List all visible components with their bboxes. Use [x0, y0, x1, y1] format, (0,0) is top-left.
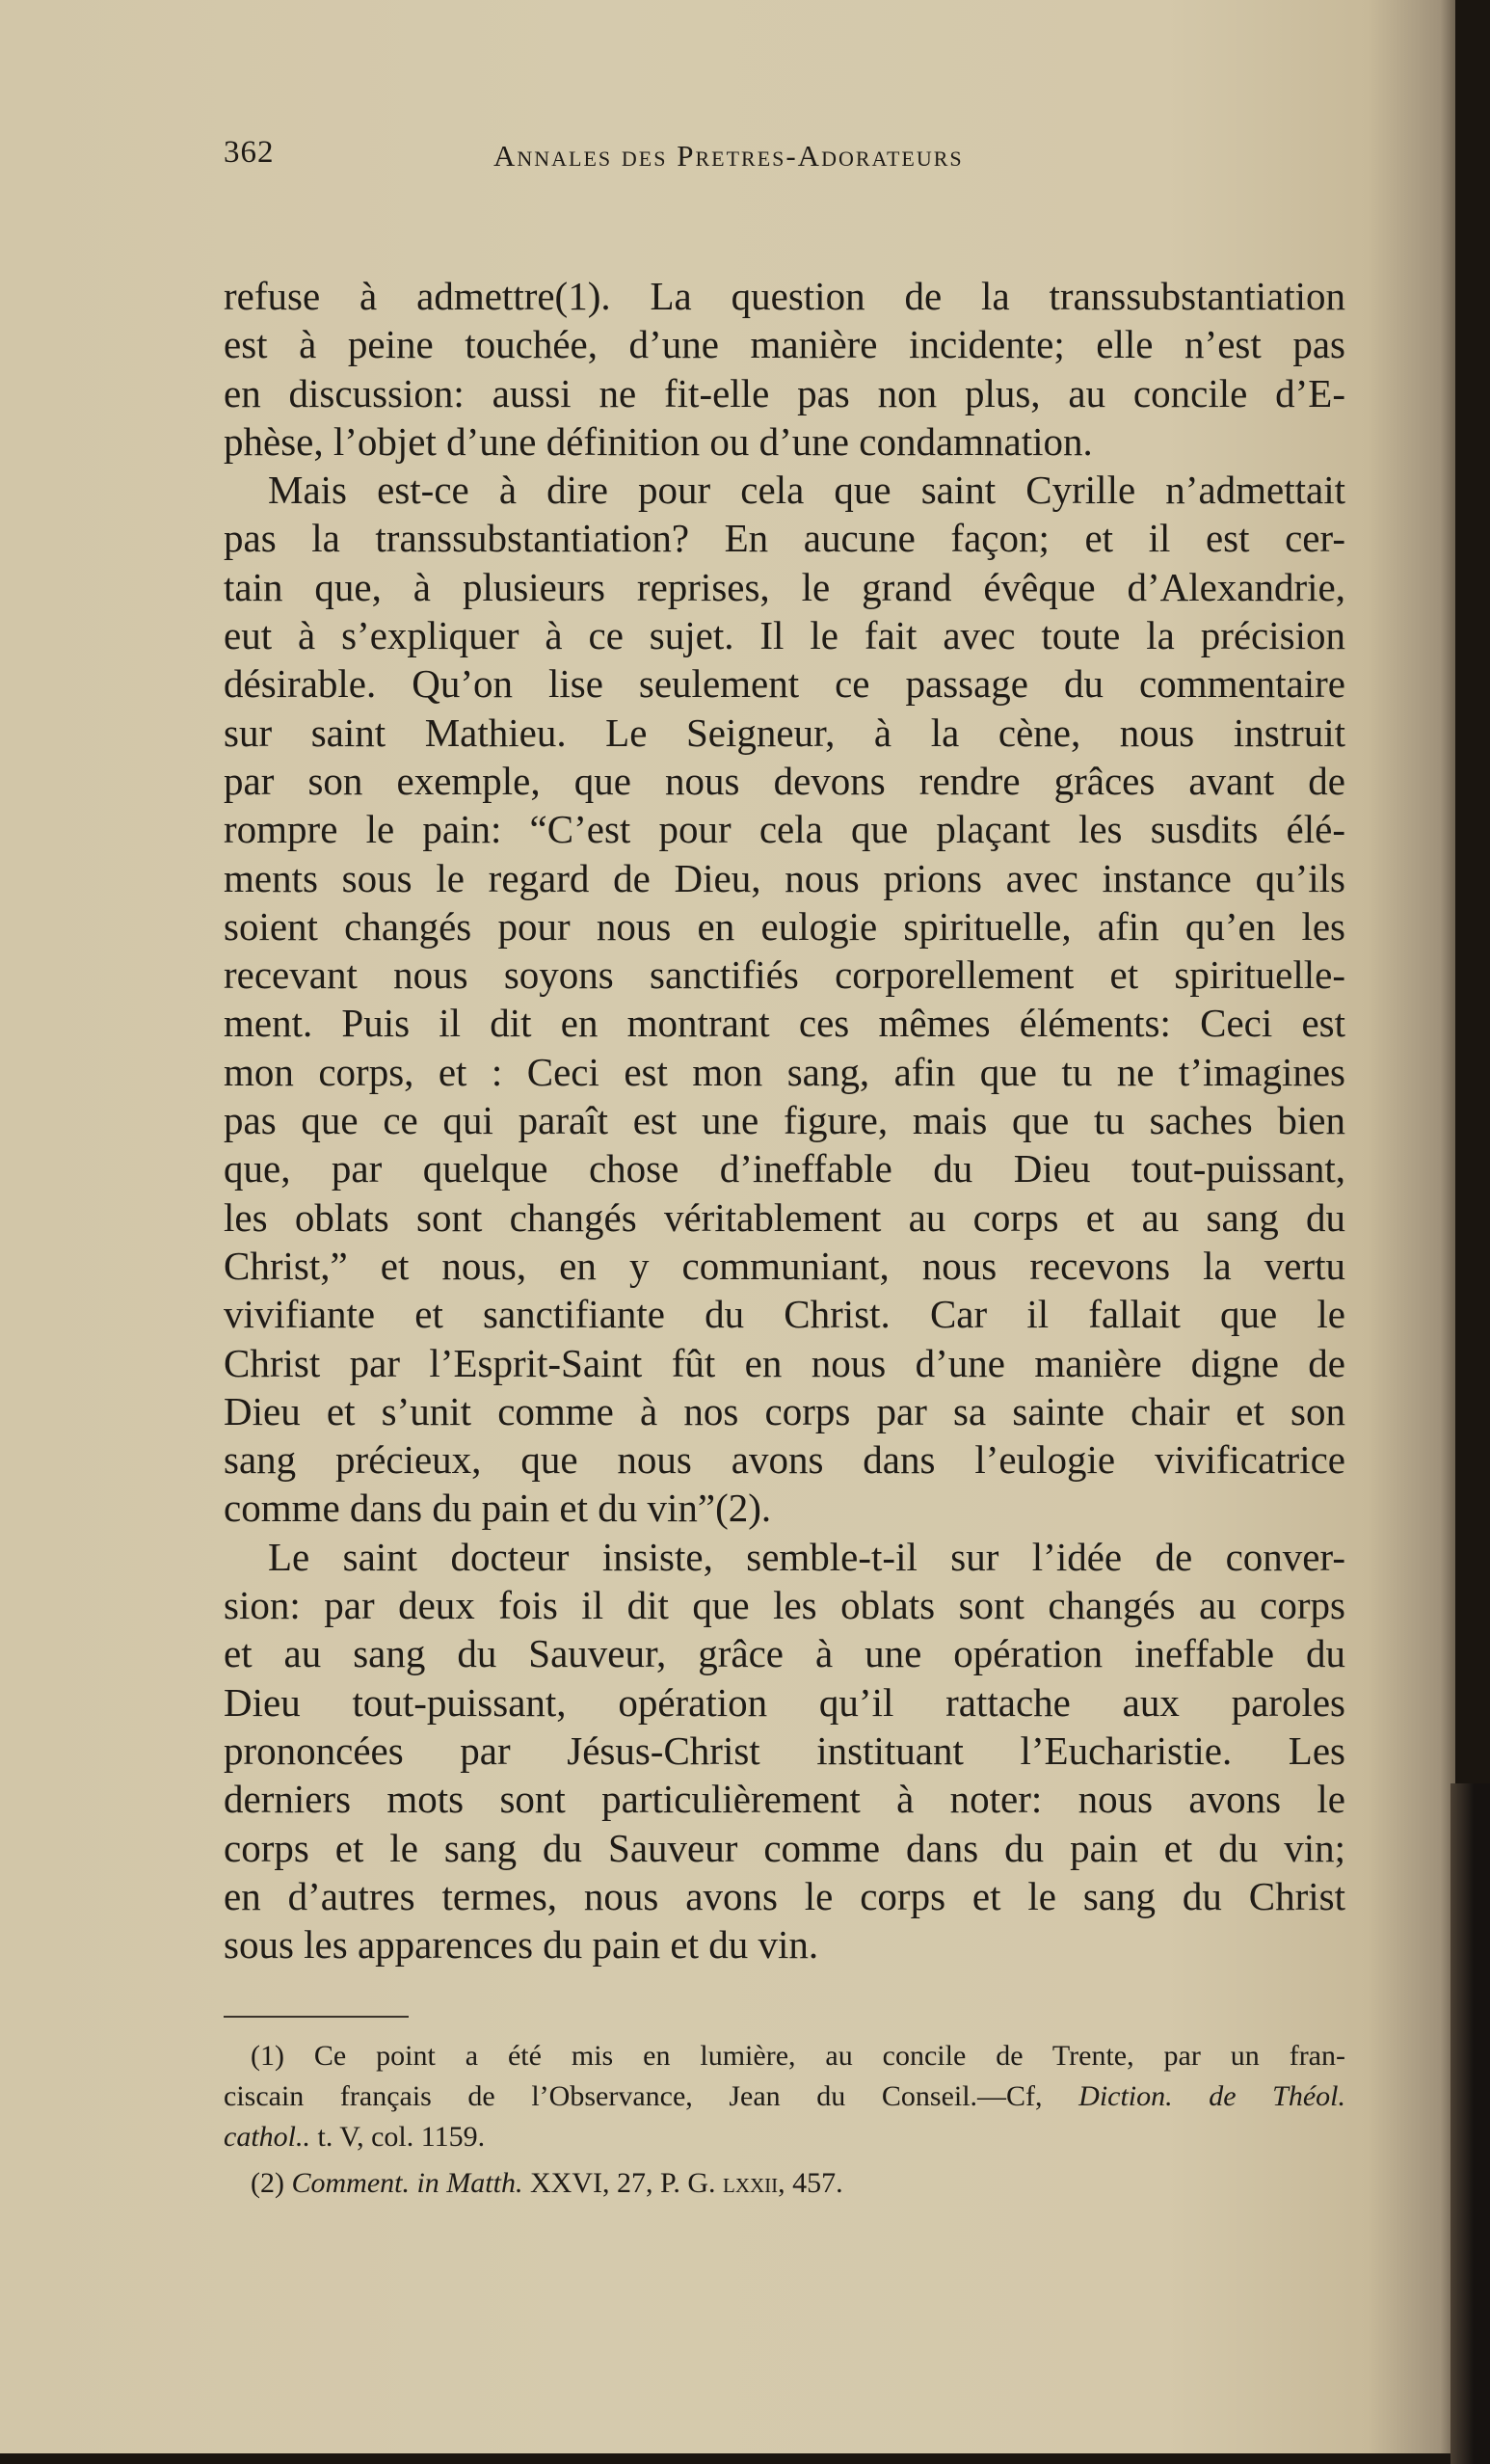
footnote-text: ciscain français de l’Observance, Jean du Conseil.—Cf,	[224, 2080, 1079, 2112]
text-line: derniers mots sont particulièrement à noter: nous avons le	[224, 1777, 1345, 1822]
text-line: phèse, l’objet d’une définition ou d’une condamnation.	[224, 418, 1093, 464]
text-line: les oblats sont changés véritablement au corps et au sang du	[224, 1194, 1345, 1240]
text-line: et au sang du Sauveur, grâce à une opération ineffable du	[224, 1631, 1345, 1676]
page-number: 362	[224, 135, 275, 170]
text-line: en discussion: aussi ne fit-elle pas non plus, au concile d’E-	[224, 370, 1345, 415]
text-line: mon corps, et : Ceci est mon sang, afin que tu ne t’imagines	[224, 1049, 1345, 1094]
text-line: désirable. Qu’on lise seulement ce passage du commentaire	[224, 661, 1345, 707]
text-line: comme dans du pain et du vin”(2).	[224, 1486, 772, 1531]
text-line: sur saint Mathieu. Le Seigneur, à la cène, nous instruit	[224, 710, 1345, 755]
text-line: Christ par l’Esprit-Saint fût en nous d’une manière digne de	[224, 1340, 1345, 1385]
text-line: en d’autres termes, nous avons le corps et le sang du Christ	[224, 1873, 1345, 1918]
text-line: prononcées par Jésus-Christ instituant l’Eucharistie. Les	[224, 1727, 1345, 1773]
footnote-text: XXVI, 27, P. G.	[522, 2167, 723, 2199]
text-line: sang précieux, que nous avons dans l’eulogie vivificatrice	[224, 1437, 1345, 1483]
footnotes	[224, 2036, 1345, 2204]
text-line: Christ,” et nous, en y communiant, nous recevons la vertu	[224, 1243, 1345, 1288]
footnote-1-line-3	[224, 2117, 1345, 2157]
footnote-text: t. V, col. 1159.	[310, 2121, 486, 2153]
binding-shadow	[1450, 1783, 1490, 2464]
footnote-italic-ref: cathol..	[224, 2121, 310, 2153]
text-line: Le saint docteur insiste, semble-t-il sur l’idée de conver-	[268, 1534, 1345, 1579]
footnote-text: , 457.	[778, 2167, 843, 2199]
text-line: vivifiante et sanctifiante du Christ. Car il fallait que le	[224, 1292, 1345, 1337]
footnote-italic-ref: Comment. in Matth.	[291, 2167, 523, 2199]
text-line: sous les apparences du pain et du vin.	[224, 1922, 819, 1968]
footnote-italic-ref: Diction. de Théol.	[1078, 2080, 1345, 2112]
text-line: refuse à admettre(1). La question de la transsubstantiation	[224, 274, 1345, 318]
text-line: par son exemple, que nous devons rendre grâces avant de	[224, 758, 1345, 803]
text-line: ment. Puis il dit en montrant ces mêmes éléments: Ceci est	[224, 1001, 1345, 1046]
text-line: rompre le pain: “C’est pour cela que plaçant les susdits élé-	[224, 807, 1345, 852]
footnote-rule	[224, 2016, 409, 2018]
footnote-smallcaps: lxxii	[723, 2167, 779, 2199]
text-line: tain que, à plusieurs reprises, le grand évêque d’Alexandrie,	[224, 564, 1345, 609]
text-line: soient changés pour nous en eulogie spirituelle, afin qu’en les	[224, 903, 1345, 949]
text-line: que, par quelque chose d’ineffable du Dieu tout-puissant,	[224, 1146, 1345, 1192]
footnote-1: (1) Ce point a été mis en lumière, au concile de Trente, par un fran-	[251, 2040, 1345, 2072]
footnote-2	[224, 2163, 1345, 2204]
text-line: eut à s’expliquer à ce sujet. Il le fait avec toute la précision	[224, 613, 1345, 658]
text-line: corps et le sang du Sauveur comme dans du pain et du vin;	[224, 1825, 1345, 1870]
text-line: Mais est-ce à dire pour cela que saint Cyrille n’admettait	[268, 468, 1345, 513]
text-line: recevant nous soyons sanctifiés corporellement et spirituelle-	[224, 952, 1345, 998]
text-line: sion: par deux fois il dit que les oblats sont changés au corps	[224, 1583, 1345, 1628]
text-line: Dieu tout-puissant, opération qu’il rattache aux paroles	[224, 1679, 1345, 1725]
running-head: Annales des Pretres-Adorateurs	[493, 139, 964, 173]
text-line: pas la transsubstantiation? En aucune façon; et il est cer-	[224, 516, 1345, 561]
text-line: pas que ce qui paraît est une figure, mais que tu saches bien	[224, 1098, 1345, 1143]
text-line: est à peine touchée, d’une manière incidente; elle n’est pas	[224, 322, 1345, 367]
page-header	[224, 135, 1380, 189]
footnote-text: (2)	[251, 2167, 292, 2199]
footnote-1-line-2	[224, 2076, 1345, 2117]
text-line: Dieu et s’unit comme à nos corps par sa sainte chair et son	[224, 1388, 1345, 1433]
text-line: ments sous le regard de Dieu, nous prions avec instance qu’ils	[224, 855, 1345, 900]
body-text	[224, 272, 1345, 1969]
